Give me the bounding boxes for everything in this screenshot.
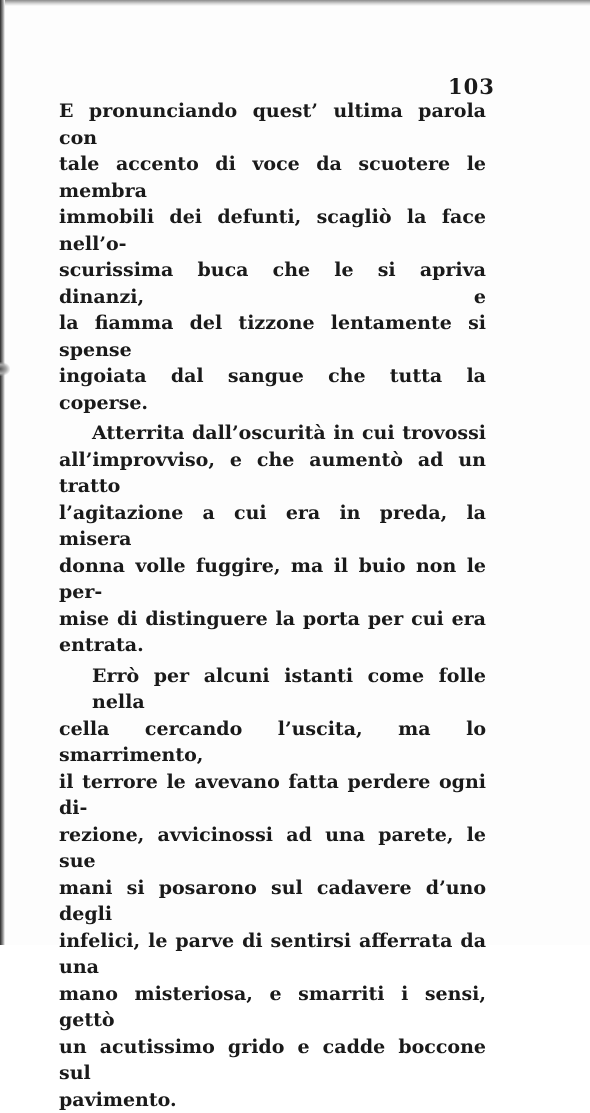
paragraph-1 — [59, 98, 486, 416]
text-line: tale accento di voce da scuotere le membra — [59, 151, 486, 204]
text-line: entrata. — [59, 632, 486, 659]
text-line: infelici, le parve di sentirsi afferrata da una — [59, 928, 486, 981]
text-line: pavimento. — [59, 1087, 486, 1113]
text-line: mani si posarono sul cadavere d’uno degli — [59, 875, 486, 928]
page-binding-edge — [0, 0, 5, 945]
text-line: ingoiata dal sangue che tutta la coperse. — [59, 363, 486, 416]
text-line: cella cercando l’uscita, ma lo smarrimento, — [59, 716, 486, 769]
text-line: immobili dei defunti, scagliò la face nell’o- — [59, 204, 486, 257]
paragraph-2 — [59, 420, 486, 659]
text-line: E pronunciando quest’ ultima parola con — [59, 98, 486, 151]
text-line: Atterrita dall’oscurità in cui trovossi — [59, 420, 486, 447]
text-line: all’improvviso, e che aumentò ad un tratto — [59, 447, 486, 500]
text-line: l’agitazione a cui era in preda, la misera — [59, 500, 486, 553]
page-top-edge — [0, 0, 590, 6]
page-number: 103 — [448, 74, 495, 99]
text-line: il terrore le avevano fatta perdere ogni di- — [59, 769, 486, 822]
text-line: rezione, avvicinossi ad una parete, le sue — [59, 822, 486, 875]
text-line: mano misteriosa, e smarriti i sensi, gettò — [59, 981, 486, 1034]
text-line: Errò per alcuni istanti come folle nella — [59, 663, 486, 716]
text-line: un acutissimo grido e cadde boccone sul — [59, 1034, 486, 1087]
ink-smudge — [0, 362, 10, 376]
body-text — [59, 98, 486, 1113]
text-line: scurissima buca che le si apriva dinanzi, e — [59, 257, 486, 310]
text-line: la fiamma del tizzone lentamente si spense — [59, 310, 486, 363]
text-line: donna volle fuggire, ma il buio non le per- — [59, 553, 486, 606]
text-line: mise di distinguere la porta per cui era — [59, 606, 486, 633]
paragraph-3 — [59, 663, 486, 1113]
